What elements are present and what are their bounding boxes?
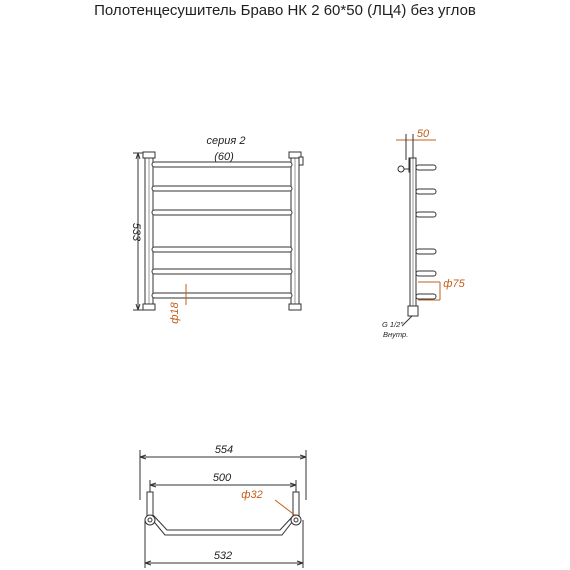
front-view bbox=[133, 152, 303, 310]
rung bbox=[152, 186, 292, 191]
depth-dimension: 50 bbox=[416, 128, 430, 140]
pipe-diameter-label: ф18 bbox=[169, 302, 181, 324]
overall-width-dimension: 554 bbox=[214, 444, 234, 456]
right-wall-post bbox=[293, 492, 299, 516]
page-title: Полотенцесушитель Браво НК 2 60*50 (ЛЦ4) без углов bbox=[94, 2, 476, 19]
thread-label: G 1/2" bbox=[382, 320, 404, 329]
side-upright bbox=[410, 158, 416, 316]
left-upright bbox=[143, 152, 155, 310]
side-rungs bbox=[416, 165, 436, 299]
center-distance-dimension: 500 bbox=[212, 472, 232, 484]
rung bbox=[152, 269, 292, 274]
side-rung bbox=[416, 271, 436, 276]
rung bbox=[152, 293, 292, 298]
towel-bar-inner bbox=[153, 515, 294, 530]
rung bbox=[152, 210, 292, 215]
flange-diameter-label: ф75 bbox=[443, 278, 465, 290]
side-rung bbox=[416, 189, 436, 194]
left-wall-post bbox=[147, 492, 153, 516]
side-rung bbox=[416, 294, 436, 299]
left-fitting bbox=[145, 515, 155, 525]
side-rung bbox=[416, 249, 436, 254]
bottom-width-dimension: 532 bbox=[213, 550, 233, 562]
side-rung bbox=[416, 165, 436, 170]
series-label: серия 2 bbox=[206, 135, 246, 147]
thread-note: Внутр. bbox=[383, 330, 409, 339]
side-view bbox=[396, 134, 440, 326]
height-dimension: 533 bbox=[130, 222, 142, 242]
fitting-diameter-label: ф32 bbox=[241, 489, 263, 501]
series-size: (60) bbox=[214, 151, 234, 163]
right-upright bbox=[289, 152, 303, 310]
rung bbox=[152, 247, 292, 252]
rungs bbox=[152, 162, 292, 298]
bottom-connection bbox=[402, 282, 440, 326]
towel-bar-outline bbox=[150, 517, 296, 535]
right-fitting bbox=[291, 515, 301, 525]
side-rung bbox=[416, 212, 436, 217]
